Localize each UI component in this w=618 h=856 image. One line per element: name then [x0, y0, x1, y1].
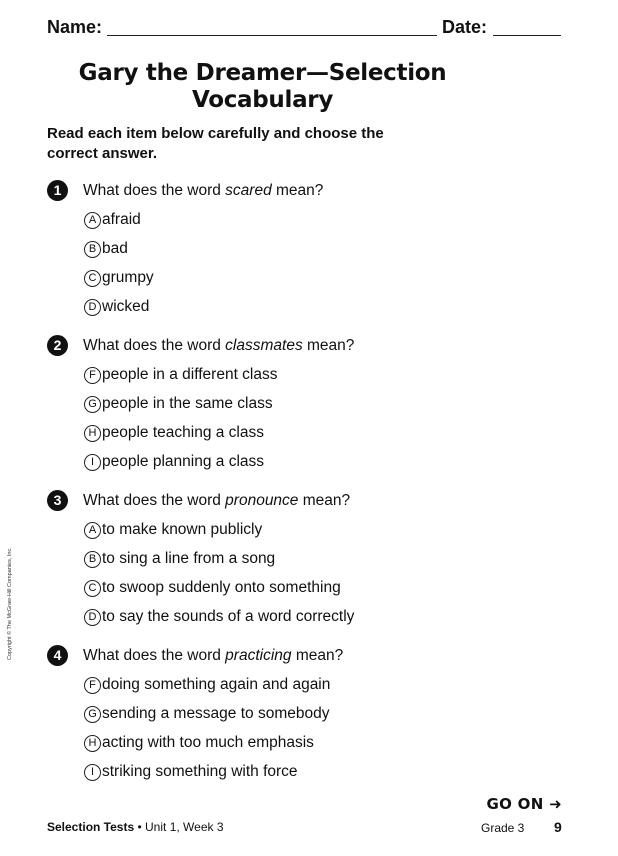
answer-option-g[interactable]	[84, 705, 329, 725]
question-text	[83, 647, 343, 665]
answer-option-h[interactable]	[84, 424, 264, 444]
answer-bubble[interactable]: H	[84, 735, 101, 752]
answer-option-b[interactable]	[84, 240, 128, 260]
arrow-right-icon: ➜	[549, 795, 562, 813]
answer-option-d[interactable]	[84, 608, 354, 628]
question-suffix: mean?	[302, 492, 351, 509]
question-prefix: What does the word	[83, 492, 221, 509]
answer-option-f[interactable]	[84, 366, 278, 386]
instructions	[47, 124, 427, 164]
answer-text: to sing a line from a song	[102, 550, 276, 567]
answer-bubble[interactable]: G	[84, 706, 101, 723]
answer-text: acting with too much emphasis	[102, 734, 314, 751]
answer-bubble[interactable]: A	[84, 212, 101, 229]
title-line-2: Vocabulary	[191, 87, 334, 113]
answer-bubble[interactable]: F	[84, 367, 101, 384]
footer-series-title: Selection Tests	[47, 820, 135, 834]
answer-bubble[interactable]: I	[84, 454, 101, 471]
vocabulary-word: scared	[225, 182, 272, 199]
copyright-notice: Copyright © The McGraw-Hill Companies, Inc.	[7, 547, 13, 660]
question-text	[83, 337, 354, 355]
question-prefix: What does the word	[83, 337, 221, 354]
answer-bubble[interactable]: D	[84, 299, 101, 316]
answer-text: grumpy	[102, 269, 154, 286]
answer-bubble[interactable]: D	[84, 609, 101, 626]
date-field[interactable]	[493, 35, 561, 36]
answer-text: afraid	[102, 211, 141, 228]
answer-text: to make known publicly	[102, 521, 263, 538]
answer-option-c[interactable]	[84, 579, 341, 599]
answer-text: wicked	[102, 298, 150, 315]
answer-text: people in a different class	[102, 366, 278, 383]
answer-bubble[interactable]: A	[84, 522, 101, 539]
answer-bubble[interactable]: G	[84, 396, 101, 413]
answer-text: people planning a class	[102, 453, 265, 470]
answer-option-i[interactable]	[84, 763, 298, 783]
answer-option-a[interactable]	[84, 521, 262, 541]
answer-option-h[interactable]	[84, 734, 314, 754]
footer-separator: •	[134, 820, 146, 834]
question-prefix: What does the word	[83, 647, 221, 664]
answer-bubble[interactable]: C	[84, 270, 101, 287]
answer-option-i[interactable]	[84, 453, 264, 473]
question-suffix: mean?	[295, 647, 344, 664]
answer-option-g[interactable]	[84, 395, 273, 415]
answer-bubble[interactable]: B	[84, 241, 101, 258]
question-number-badge: 2	[47, 335, 68, 356]
answer-option-d[interactable]	[84, 298, 149, 318]
answer-text: sending a message to somebody	[102, 705, 330, 722]
answer-bubble[interactable]: H	[84, 425, 101, 442]
answer-text: people teaching a class	[102, 424, 265, 441]
question-number-badge: 3	[47, 490, 68, 511]
vocabulary-word: pronounce	[225, 492, 299, 509]
answer-option-c[interactable]	[84, 269, 154, 289]
footer-grade: Grade 3	[481, 821, 525, 835]
question-number-badge: 1	[47, 180, 68, 201]
page-title	[70, 60, 455, 114]
instructions-line-2: correct answer.	[47, 145, 158, 162]
vocabulary-word: practicing	[225, 647, 292, 664]
answer-option-b[interactable]	[84, 550, 275, 570]
name-label: Name:	[47, 17, 103, 37]
page-number: 9	[554, 819, 562, 835]
header	[47, 15, 567, 41]
go-on-indicator	[487, 795, 563, 813]
answer-text: striking something with force	[102, 763, 298, 780]
answer-text: bad	[102, 240, 128, 257]
vocabulary-word: classmates	[225, 337, 303, 354]
footer-unit: Unit 1, Week 3	[145, 820, 224, 834]
name-field[interactable]	[107, 35, 437, 36]
date-label: Date:	[442, 17, 488, 37]
question-prefix: What does the word	[83, 182, 221, 199]
answer-text: doing something again and again	[102, 676, 331, 693]
question-number-badge: 4	[47, 645, 68, 666]
answer-bubble[interactable]: F	[84, 677, 101, 694]
answer-text: to say the sounds of a word correctly	[102, 608, 355, 625]
answer-text: to swoop suddenly onto something	[102, 579, 341, 596]
answer-bubble[interactable]: C	[84, 580, 101, 597]
question-suffix: mean?	[307, 337, 355, 354]
answer-bubble[interactable]: B	[84, 551, 101, 568]
answer-text: people in the same class	[102, 395, 273, 412]
answer-option-f[interactable]	[84, 676, 330, 696]
title-line-1: Gary the Dreamer—Selection	[78, 60, 447, 86]
instructions-line-1: Read each item below carefully and choose the	[47, 125, 384, 142]
question-suffix: mean?	[276, 182, 324, 199]
question-text	[83, 182, 323, 200]
answer-option-a[interactable]	[84, 211, 141, 231]
go-on-label: GO ON	[486, 795, 544, 813]
question-text	[83, 492, 350, 510]
answer-bubble[interactable]: I	[84, 764, 101, 781]
footer-series	[47, 820, 224, 834]
